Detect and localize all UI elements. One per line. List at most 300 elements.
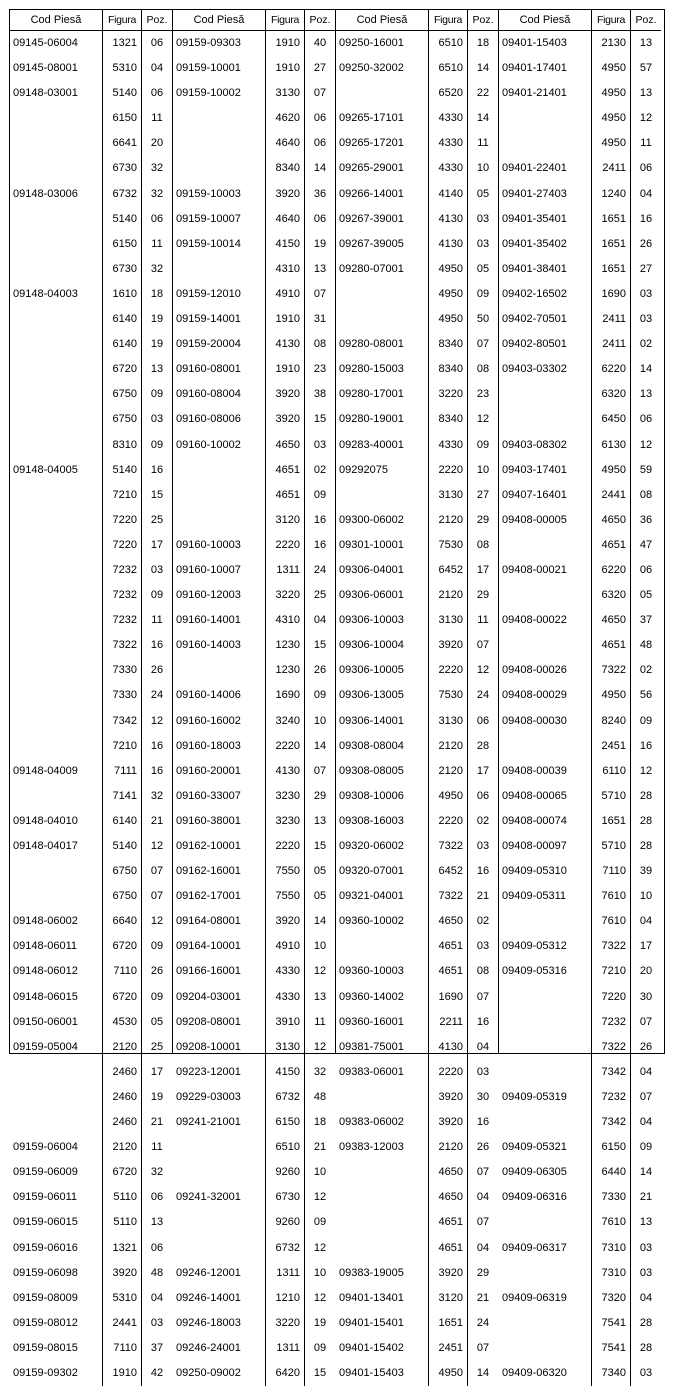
position-cell: 09 xyxy=(639,1141,653,1154)
figure-cell: 9260 xyxy=(266,1160,305,1185)
part-code-cell: 09160-10003 xyxy=(173,533,266,558)
position-cell: 12 xyxy=(313,1191,327,1204)
position-cell: 24 xyxy=(476,689,490,702)
position-cell: 12 xyxy=(150,915,164,928)
table-row xyxy=(173,784,335,809)
position-cell: 08 xyxy=(476,965,490,978)
part-code-cell xyxy=(10,508,103,533)
part-code-cell: 09401-22401 xyxy=(499,156,592,181)
figure-cell: 4910 xyxy=(266,282,305,307)
position-cell: 04 xyxy=(476,1241,490,1254)
table-row xyxy=(173,934,335,959)
part-code-cell xyxy=(336,1185,429,1210)
table-row xyxy=(499,734,661,759)
figure-cell: 6510 xyxy=(429,56,468,81)
table-row xyxy=(499,1286,661,1311)
table-row xyxy=(499,1210,661,1235)
part-code-cell xyxy=(173,1236,266,1261)
position-cell: 09 xyxy=(150,990,164,1003)
figure-cell: 3220 xyxy=(429,382,468,407)
position-cell: 10 xyxy=(313,940,327,953)
part-code-cell xyxy=(10,207,103,232)
figure-cell: 2441 xyxy=(592,483,631,508)
part-code-cell: 09159-10003 xyxy=(173,182,266,207)
table-row xyxy=(173,1311,335,1336)
figure-cell: 8240 xyxy=(592,709,631,734)
part-code-cell: 09383-06001 xyxy=(336,1060,429,1085)
table-row xyxy=(10,658,172,683)
table-row xyxy=(173,709,335,734)
position-cell: 07 xyxy=(476,1166,490,1179)
figure-cell: 1651 xyxy=(592,809,631,834)
part-code-cell: 09402-80501 xyxy=(499,332,592,357)
position-cell: 06 xyxy=(150,87,164,100)
table-row xyxy=(10,884,172,909)
part-code-cell xyxy=(10,232,103,257)
figure-cell: 2220 xyxy=(266,834,305,859)
figure-cell: 7210 xyxy=(103,483,142,508)
table-row xyxy=(499,784,661,809)
position-cell: 19 xyxy=(313,237,327,250)
position-cell: 25 xyxy=(313,589,327,602)
position-cell: 12 xyxy=(476,413,490,426)
figure-cell: 2120 xyxy=(429,734,468,759)
table-row xyxy=(499,909,661,934)
figure-cell: 2220 xyxy=(429,458,468,483)
figure-cell: 3130 xyxy=(429,483,468,508)
figure-cell: 4130 xyxy=(266,332,305,357)
position-cell: 42 xyxy=(150,1366,164,1379)
table-row xyxy=(336,156,498,181)
part-code-cell: 09383-12003 xyxy=(336,1135,429,1160)
part-code-cell xyxy=(10,382,103,407)
part-code-cell: 09148-04005 xyxy=(10,458,103,483)
part-code-cell: 09159-06016 xyxy=(10,1236,103,1261)
part-code-cell xyxy=(10,709,103,734)
position-cell: 19 xyxy=(150,1090,164,1103)
position-cell: 04 xyxy=(639,1065,653,1078)
figure-cell: 6750 xyxy=(103,382,142,407)
position-cell: 04 xyxy=(313,614,327,627)
table-row xyxy=(173,959,335,984)
figure-cell: 2411 xyxy=(592,332,631,357)
position-cell: 03 xyxy=(639,313,653,326)
position-cell: 16 xyxy=(639,212,653,225)
part-code-cell: 09160-14003 xyxy=(173,633,266,658)
table-row xyxy=(336,1035,498,1060)
position-cell: 09 xyxy=(150,388,164,401)
position-cell: 10 xyxy=(639,890,653,903)
part-code-cell: 09241-21001 xyxy=(173,1110,266,1135)
position-cell: 06 xyxy=(313,212,327,225)
figure-cell: 7141 xyxy=(103,784,142,809)
position-cell: 12 xyxy=(150,714,164,727)
header-code: Cod Piesă xyxy=(336,10,429,30)
table-row xyxy=(10,483,172,508)
part-code-cell: 09401-15401 xyxy=(336,1311,429,1336)
position-cell: 13 xyxy=(313,814,327,827)
figure-cell: 7232 xyxy=(103,558,142,583)
table-row xyxy=(10,407,172,432)
table-row xyxy=(499,282,661,307)
position-cell: 21 xyxy=(150,814,164,827)
position-cell: 04 xyxy=(150,1291,164,1304)
figure-cell: 2441 xyxy=(103,1311,142,1336)
figure-cell: 4650 xyxy=(266,433,305,458)
part-code-cell: 09280-15003 xyxy=(336,357,429,382)
figure-cell: 6440 xyxy=(592,1160,631,1185)
part-code-cell: 09159-06098 xyxy=(10,1261,103,1286)
position-cell: 03 xyxy=(476,940,490,953)
table-row xyxy=(499,884,661,909)
table-row xyxy=(336,307,498,332)
position-cell: 11 xyxy=(151,237,163,250)
part-code-cell: 09160-14006 xyxy=(173,683,266,708)
table-row xyxy=(10,131,172,156)
part-code-cell: 09409-05321 xyxy=(499,1135,592,1160)
figure-cell: 7232 xyxy=(592,1010,631,1035)
position-cell: 12 xyxy=(313,1241,327,1254)
part-code-cell: 09308-10006 xyxy=(336,784,429,809)
position-cell: 14 xyxy=(639,363,653,376)
part-code-cell: 09145-06004 xyxy=(10,31,103,56)
part-code-cell: 09159-08015 xyxy=(10,1336,103,1361)
position-cell: 32 xyxy=(150,162,164,175)
figure-cell: 4651 xyxy=(266,458,305,483)
figure-cell: 7232 xyxy=(103,608,142,633)
part-code-cell xyxy=(499,1035,592,1060)
part-code-cell: 09321-04001 xyxy=(336,884,429,909)
position-cell: 32 xyxy=(150,187,164,200)
figure-cell: 7550 xyxy=(266,859,305,884)
header-figure: Figura xyxy=(266,10,305,30)
position-cell: 57 xyxy=(639,62,653,75)
part-code-cell xyxy=(173,658,266,683)
part-code-cell: 09148-03006 xyxy=(10,182,103,207)
table-row xyxy=(10,357,172,382)
table-row xyxy=(499,558,661,583)
table-row xyxy=(336,81,498,106)
part-code-cell: 09306-04001 xyxy=(336,558,429,583)
part-code-cell xyxy=(10,106,103,131)
part-code-cell: 09150-06001 xyxy=(10,1010,103,1035)
part-code-cell xyxy=(10,884,103,909)
table-row xyxy=(336,1236,498,1261)
position-cell: 24 xyxy=(476,1316,490,1329)
position-cell: 25 xyxy=(150,513,164,526)
position-cell: 07 xyxy=(476,639,490,652)
figure-cell: 4651 xyxy=(429,934,468,959)
part-code-cell: 09250-32002 xyxy=(336,56,429,81)
part-code-cell xyxy=(336,483,429,508)
position-cell: 07 xyxy=(476,338,490,351)
table-row xyxy=(336,131,498,156)
figure-cell: 7110 xyxy=(103,1336,142,1361)
figure-cell: 2120 xyxy=(429,583,468,608)
figure-cell: 6720 xyxy=(103,1160,142,1185)
part-code-cell xyxy=(10,357,103,382)
part-code-cell: 09320-07001 xyxy=(336,859,429,884)
figure-cell: 4650 xyxy=(429,909,468,934)
table-row xyxy=(499,1361,661,1386)
table-row xyxy=(173,1336,335,1361)
position-cell: 03 xyxy=(150,563,164,576)
figure-cell: 6220 xyxy=(592,357,631,382)
part-code-cell: 09409-05311 xyxy=(499,884,592,909)
table-row xyxy=(336,1311,498,1336)
table-row xyxy=(336,1010,498,1035)
table-row xyxy=(336,56,498,81)
table-row xyxy=(336,533,498,558)
table-row xyxy=(10,633,172,658)
table-row xyxy=(499,508,661,533)
part-code-cell: 09246-24001 xyxy=(173,1336,266,1361)
figure-cell: 2460 xyxy=(103,1060,142,1085)
position-cell: 08 xyxy=(313,338,327,351)
table-row xyxy=(173,1236,335,1261)
position-cell: 56 xyxy=(639,689,653,702)
figure-cell: 2411 xyxy=(592,156,631,181)
position-cell: 08 xyxy=(476,538,490,551)
position-cell: 12 xyxy=(313,1291,327,1304)
table-row xyxy=(173,156,335,181)
figure-cell: 1321 xyxy=(103,1236,142,1261)
table-row xyxy=(10,1311,172,1336)
table-row xyxy=(173,56,335,81)
figure-cell: 6730 xyxy=(103,257,142,282)
table-row xyxy=(336,458,498,483)
table-row xyxy=(10,1110,172,1135)
position-cell: 03 xyxy=(313,438,327,451)
table-row xyxy=(173,633,335,658)
part-code-cell xyxy=(173,106,266,131)
part-code-cell: 09401-38401 xyxy=(499,257,592,282)
part-code-cell: 09360-14002 xyxy=(336,985,429,1010)
figure-cell: 4330 xyxy=(266,985,305,1010)
position-cell: 15 xyxy=(313,413,327,426)
figure-cell: 7210 xyxy=(103,734,142,759)
position-cell: 13 xyxy=(639,87,653,100)
figure-cell: 4950 xyxy=(592,56,631,81)
position-cell: 31 xyxy=(313,313,327,326)
table-row xyxy=(336,282,498,307)
figure-cell: 2460 xyxy=(103,1085,142,1110)
figure-cell: 4130 xyxy=(429,232,468,257)
figure-cell: 1651 xyxy=(592,257,631,282)
figure-cell: 7210 xyxy=(592,959,631,984)
position-cell: 10 xyxy=(313,1266,327,1279)
header-position: Poz. xyxy=(309,14,331,26)
part-code-cell: 09266-14001 xyxy=(336,182,429,207)
table-row xyxy=(499,433,661,458)
table-row xyxy=(173,407,335,432)
table-row xyxy=(173,458,335,483)
position-cell: 12 xyxy=(313,965,327,978)
part-code-cell: 09283-40001 xyxy=(336,433,429,458)
figure-cell: 4150 xyxy=(266,1060,305,1085)
figure-cell: 4950 xyxy=(592,131,631,156)
table-row xyxy=(10,106,172,131)
part-code-cell: 09401-17401 xyxy=(499,56,592,81)
position-cell: 16 xyxy=(476,1116,490,1129)
table-row xyxy=(336,1060,498,1085)
table-row xyxy=(336,658,498,683)
part-code-cell: 09148-06002 xyxy=(10,909,103,934)
position-cell: 06 xyxy=(476,714,490,727)
figure-cell: 7530 xyxy=(429,533,468,558)
position-cell: 32 xyxy=(150,1166,164,1179)
figure-cell: 1690 xyxy=(592,282,631,307)
part-code-cell: 09409-06316 xyxy=(499,1185,592,1210)
table-row xyxy=(10,307,172,332)
column-block-4 xyxy=(499,10,661,1379)
table-row xyxy=(173,131,335,156)
position-cell: 07 xyxy=(476,990,490,1003)
part-code-cell: 09265-17101 xyxy=(336,106,429,131)
table-row xyxy=(336,232,498,257)
position-cell: 32 xyxy=(150,789,164,802)
table-row xyxy=(336,985,498,1010)
part-code-cell: 09403-08302 xyxy=(499,433,592,458)
figure-cell: 7610 xyxy=(592,884,631,909)
position-cell: 04 xyxy=(639,915,653,928)
table-row xyxy=(336,357,498,382)
table-row xyxy=(336,332,498,357)
table-row xyxy=(499,759,661,784)
figure-cell: 1210 xyxy=(266,1286,305,1311)
table-row xyxy=(499,658,661,683)
part-code-cell: 09401-35402 xyxy=(499,232,592,257)
figure-cell: 2120 xyxy=(103,1035,142,1060)
table-row xyxy=(10,508,172,533)
part-code-cell xyxy=(10,307,103,332)
figure-cell: 6140 xyxy=(103,332,142,357)
position-cell: 09 xyxy=(150,589,164,602)
table-row xyxy=(499,483,661,508)
table-row xyxy=(499,683,661,708)
position-cell: 07 xyxy=(639,1015,653,1028)
table-row xyxy=(336,1210,498,1235)
table-row xyxy=(10,1085,172,1110)
position-cell: 37 xyxy=(639,614,653,627)
figure-cell: 8340 xyxy=(429,332,468,357)
figure-cell: 4130 xyxy=(266,759,305,784)
part-code-cell xyxy=(173,458,266,483)
position-cell: 12 xyxy=(639,764,653,777)
figure-cell: 7550 xyxy=(266,884,305,909)
figure-cell: 4130 xyxy=(429,1035,468,1060)
part-code-cell xyxy=(173,257,266,282)
part-code-cell: 09159-10007 xyxy=(173,207,266,232)
figure-cell: 3920 xyxy=(429,1110,468,1135)
table-row xyxy=(499,709,661,734)
part-code-cell xyxy=(10,633,103,658)
figure-cell: 7342 xyxy=(592,1060,631,1085)
position-cell: 06 xyxy=(150,1191,164,1204)
table-row xyxy=(173,1010,335,1035)
position-cell: 18 xyxy=(313,1116,327,1129)
table-row xyxy=(336,1160,498,1185)
figure-cell: 1311 xyxy=(266,1336,305,1361)
part-code-cell xyxy=(10,1060,103,1085)
figure-cell: 7310 xyxy=(592,1236,631,1261)
position-cell: 30 xyxy=(639,990,653,1003)
figure-cell: 1311 xyxy=(266,558,305,583)
part-code-cell: 09159-08009 xyxy=(10,1286,103,1311)
table-row xyxy=(10,934,172,959)
figure-cell: 1311 xyxy=(266,1261,305,1286)
figure-cell: 1230 xyxy=(266,633,305,658)
table-row xyxy=(499,1135,661,1160)
table-row xyxy=(499,533,661,558)
part-code-cell: 09250-09002 xyxy=(173,1361,266,1386)
part-code-cell: 09409-05316 xyxy=(499,959,592,984)
table-row xyxy=(336,1361,498,1386)
figure-cell: 8340 xyxy=(429,357,468,382)
part-code-cell: 09148-06012 xyxy=(10,959,103,984)
part-code-cell: 09401-27403 xyxy=(499,182,592,207)
part-code-cell xyxy=(499,1010,592,1035)
position-cell: 06 xyxy=(313,112,327,125)
table-row xyxy=(499,31,661,56)
position-cell: 06 xyxy=(639,563,653,576)
figure-cell: 3910 xyxy=(266,1010,305,1035)
table-row xyxy=(336,709,498,734)
part-code-cell xyxy=(336,934,429,959)
part-code-cell: 09159-20004 xyxy=(173,332,266,357)
position-cell: 11 xyxy=(151,112,163,125)
header-row xyxy=(10,10,172,31)
position-cell: 28 xyxy=(639,789,653,802)
position-cell: 16 xyxy=(639,739,653,752)
part-code-cell xyxy=(499,734,592,759)
position-cell: 11 xyxy=(477,137,489,150)
position-cell: 29 xyxy=(476,1266,490,1279)
figure-cell: 6140 xyxy=(103,809,142,834)
part-code-cell: 09265-17201 xyxy=(336,131,429,156)
figure-cell: 7342 xyxy=(592,1110,631,1135)
table-row xyxy=(336,1085,498,1110)
figure-cell: 6730 xyxy=(266,1185,305,1210)
column-block-2 xyxy=(173,10,336,1379)
figure-cell: 3240 xyxy=(266,709,305,734)
position-cell: 27 xyxy=(476,488,490,501)
table-row xyxy=(173,282,335,307)
figure-cell: 4950 xyxy=(429,282,468,307)
part-code-cell: 09229-03003 xyxy=(173,1085,266,1110)
part-code-cell: 09409-05312 xyxy=(499,934,592,959)
table-row xyxy=(10,182,172,207)
table-row xyxy=(499,1010,661,1035)
part-code-cell xyxy=(10,859,103,884)
figure-cell: 3920 xyxy=(266,382,305,407)
position-cell: 48 xyxy=(639,639,653,652)
table-row xyxy=(10,683,172,708)
position-cell: 26 xyxy=(639,1040,653,1053)
table-row xyxy=(173,307,335,332)
part-code-cell: 09408-00097 xyxy=(499,834,592,859)
position-cell: 26 xyxy=(639,237,653,250)
header-figure: Figura xyxy=(103,10,142,30)
table-row xyxy=(10,458,172,483)
figure-cell: 3220 xyxy=(266,1311,305,1336)
table-row xyxy=(173,1160,335,1185)
position-cell: 29 xyxy=(313,789,327,802)
table-row xyxy=(173,182,335,207)
table-row xyxy=(173,357,335,382)
table-row xyxy=(10,232,172,257)
part-code-cell xyxy=(499,533,592,558)
